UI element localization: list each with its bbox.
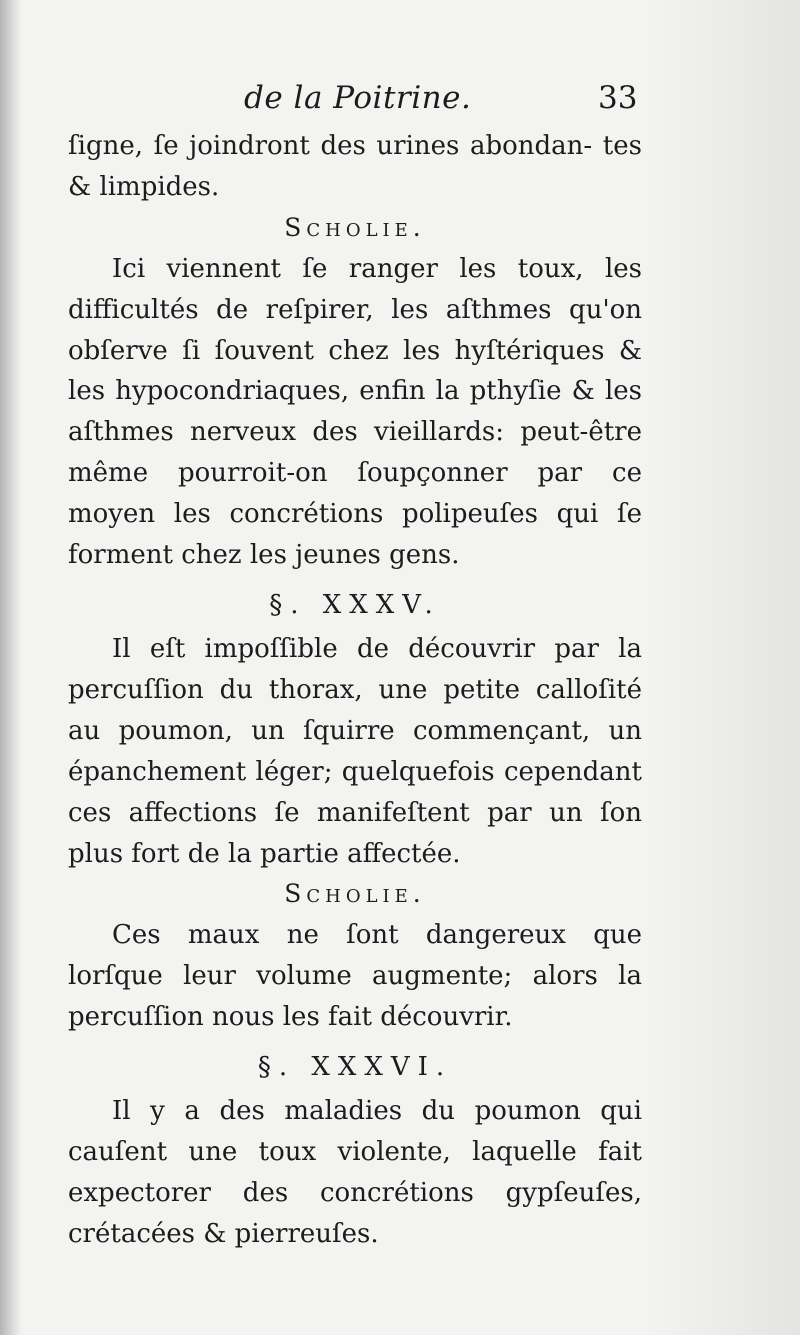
paragraph: Il eſt impoſſible de découvrir par la percuſſion du thorax, une petite calloſité au poumon, un ſquirre commençant, un épanchement léger; quelquefois cependant ces affections ſe manifeſtent par un ſon plus fort de la partie affectée. — [68, 633, 642, 869]
section-heading: §. XXXVI. — [257, 1052, 453, 1083]
paragraph: Ici viennent ſe ranger les toux, les difficultés de reſpirer, les aſthmes qu'on obſerve ſi ſouvent chez les hyſtériques & les hypocondriaques, enfin la pthyſie & les aſthmes nerveux des vieillards: peut-être même pourroit-on ſoupçonner par ce moyen les concrétions polipeuſes qui ſe forment chez les jeunes gens. — [68, 253, 642, 571]
section-heading: §. XXXV. — [269, 589, 441, 620]
show-through-bleed — [650, 0, 800, 1335]
paragraph: Il y a des maladies du poumon qui cauſent une toux violente, laquelle fait expectorer des concrétions gypſeuſes, crétacées & pierreuſes. — [68, 1096, 642, 1249]
paragraph-continuation: ſigne, ſe joindront des urines abondan- tes & limpides. — [68, 131, 642, 202]
page-number: 33 — [598, 80, 638, 116]
body-text — [68, 126, 642, 1255]
binding-shadow — [0, 0, 22, 1335]
scholie-heading: Scholie. — [284, 212, 426, 242]
scholie-heading: Scholie. — [284, 879, 426, 909]
paragraph: Ces maux ne ſont dangereux que lorſque leur volume augmente; alors la percuſſion nous les fait découvrir. — [68, 920, 642, 1033]
running-title: de la Poitrine. — [244, 80, 472, 116]
